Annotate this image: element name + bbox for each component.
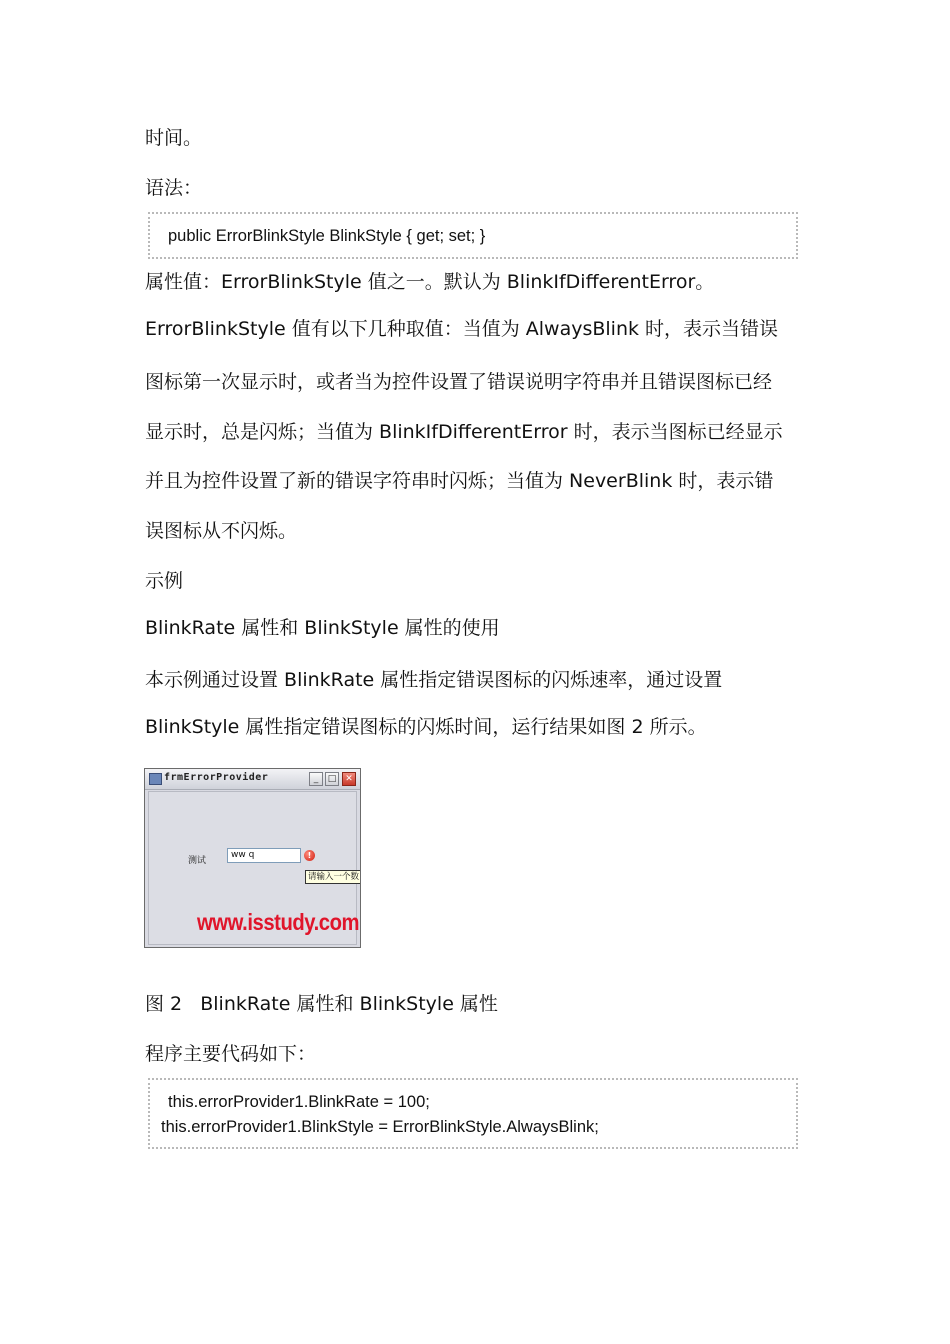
minimize-button[interactable]: _ — [309, 772, 323, 786]
window-title: frmErrorProvider — [164, 772, 269, 783]
paragraph-blinkstyle-line1: ErrorBlinkStyle 值有以下几种取值：当值为 AlwaysBlink 时，表示当错误 — [145, 318, 779, 340]
paragraph-time: 时间。 — [145, 127, 203, 149]
close-button[interactable]: ✕ — [342, 772, 356, 786]
window-titlebar — [145, 769, 360, 790]
paragraph-blinkstyle-line4: 并且为控件设置了新的错误字符串时闪烁；当值为 NeverBlink 时，表示错 — [145, 470, 774, 492]
code-line: this.errorProvider1.BlinkStyle = ErrorBlinkStyle.AlwaysBlink; — [161, 1118, 599, 1136]
paragraph-example-desc-line1: 本示例通过设置 BlinkRate 属性指定错误图标的闪烁速率，通过设置 — [145, 669, 723, 691]
code-line: public ErrorBlinkStyle BlinkStyle { get; set; } — [168, 227, 486, 245]
error-icon: ! — [304, 850, 315, 861]
paragraph-blinkstyle-line2: 图标第一次显示时，或者当为控件设置了错误说明字符串并且错误图标已经 — [145, 371, 773, 393]
app-icon — [149, 773, 162, 785]
error-tooltip: 请输入一个数 — [305, 870, 361, 884]
paragraph-property-value: 属性值：ErrorBlinkStyle 值之一。默认为 BlinkIfDifferentError。 — [145, 271, 715, 293]
code-block-syntax — [148, 212, 798, 259]
code-line: this.errorProvider1.BlinkRate = 100; — [168, 1093, 430, 1111]
form-screenshot — [144, 768, 361, 948]
test-textbox[interactable]: ww q — [227, 848, 301, 863]
watermark: www.isstudy.com — [197, 909, 360, 935]
paragraph-example-heading: 示例 — [145, 570, 184, 592]
paragraph-example-desc-line2: BlinkStyle 属性指定错误图标的闪烁时间，运行结果如图 2 所示。 — [145, 716, 707, 738]
test-label: 测试 — [188, 856, 207, 866]
paragraph-example-title: BlinkRate 属性和 BlinkStyle 属性的使用 — [145, 617, 500, 639]
paragraph-main-code-intro: 程序主要代码如下： — [145, 1043, 317, 1065]
figure-caption: 图 2 BlinkRate 属性和 BlinkStyle 属性 — [145, 993, 498, 1015]
paragraph-blinkstyle-line3: 显示时，总是闪烁；当值为 BlinkIfDifferentError 时，表示当图标已经显示 — [145, 421, 783, 443]
code-block-example — [148, 1078, 798, 1149]
maximize-button[interactable]: □ — [325, 772, 339, 786]
paragraph-syntax-label: 语法： — [145, 177, 203, 199]
paragraph-blinkstyle-line5: 误图标从不闪烁。 — [145, 520, 298, 542]
